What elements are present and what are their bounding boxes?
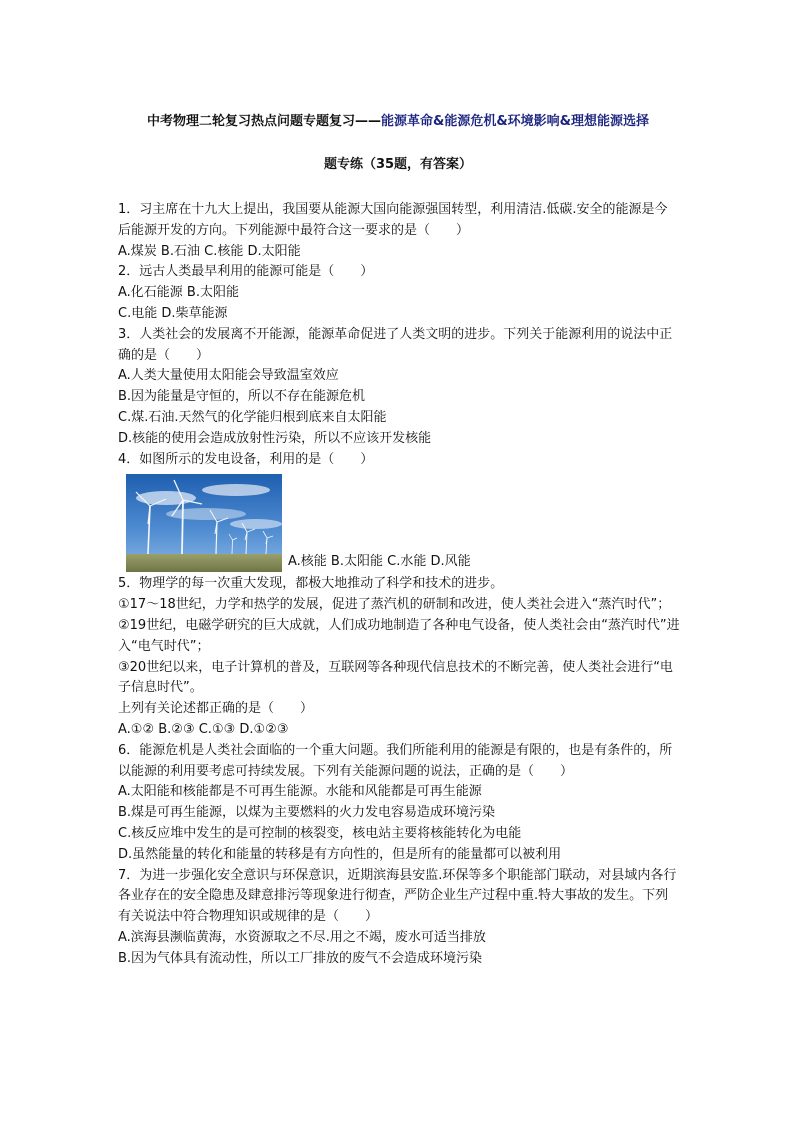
question-1-stem: 1．习主席在十九大上提出，我国要从能源大国向能源强国转型，利用清洁.低碳.安全的能源是今后能源开发的方向。下列能源中最符合这一要求的是（ ） — [118, 202, 668, 238]
title-part-black: 中考物理二轮复习热点问题专题复习—— — [146, 114, 381, 129]
question-7-option-b: B.因为气体具有流动性，所以工厂排放的废气不会造成环境污染 — [118, 950, 483, 966]
question-2-options-ab: A.化石能源 B.太阳能 — [118, 285, 239, 301]
question-6-option-d: D.虽然能量的转化和能量的转移是有方向性的，但是所有的能量都可以被利用 — [118, 846, 562, 862]
question-1-options: A.煤炭 B.石油 C.核能 D.太阳能 — [118, 243, 301, 259]
question-5-options: A.①② B.②③ C.①③ D.①②③ — [118, 721, 289, 737]
question-6-option-b: B.煤是可再生能源，以煤为主要燃料的火力发电容易造成环境污染 — [118, 805, 496, 821]
question-3-option-c: C.煤.石油.天然气的化学能归根到底来自太阳能 — [118, 409, 387, 425]
question-3-option-a: A.人类大量使用太阳能会导致温室效应 — [118, 368, 339, 384]
question-6-stem: 6．能源危机是人类社会面临的一个重大问题。我们所能利用的能源是有限的，也是有条件的，所以能源的利用要考虑可持续发展。下列有关能源问题的说法，正确的是（ ） — [118, 742, 673, 779]
question-3-stem: 3．人类社会的发展离不开能源，能源革命促进了人类文明的进步。下列关于能源利用的说法中正确的是（ ） — [118, 326, 673, 363]
question-5-statement-2: ②19世纪，电磁学研究的巨大成就，人们成功地制造了各种电气设备，使人类社会由“蒸汽时代”进入“电气时代”； — [118, 617, 680, 654]
question-7-option-a: A.滨海县濒临黄海，水资源取之不尽.用之不竭，废水可适当排放 — [118, 929, 486, 945]
wind-turbines-image — [126, 474, 282, 572]
question-6-option-c: C.核反应堆中发生的是可控制的核裂变，核电站主要将核能转化为电能 — [118, 825, 522, 841]
document-subtitle: 题专练（35题，有答案） — [323, 157, 473, 172]
question-2-options-cd: C.电能 D.柴草能源 — [118, 305, 228, 321]
question-5-statement-3: ③20世纪以来，电子计算机的普及，互联网等各种现代信息技术的不断完善，使人类社会进行“电子信息时代”。 — [118, 659, 673, 696]
question-4-options: A.核能 B.太阳能 C.水能 D.风能 — [288, 554, 471, 570]
document-title — [118, 110, 678, 129]
question-list — [118, 200, 680, 970]
question-3-option-b: B.因为能量是守恒的，所以不存在能源危机 — [118, 389, 366, 405]
question-5-statement-1: ①17～18世纪，力学和热学的发展，促进了蒸汽机的研制和改进，使人类社会进入“蒸汽时代”； — [118, 597, 671, 613]
question-2-stem: 2．远古人类最早利用的能源可能是（ ） — [118, 264, 374, 280]
question-5-stem: 5．物理学的每一次重大发现，都极大地推动了科学和技术的进步。 — [118, 576, 504, 592]
question-4-figure-row — [126, 474, 680, 572]
question-7-stem: 7．为进一步强化安全意识与环保意识，近期滨海县安监.环保等多个职能部门联动，对县域内各行各业存在的安全隐患及肆意排污等现象进行彻查，严防企业生产过程中重.特大事故的发生。下列有关说法中符合物理知识或规律的是（ ） — [118, 867, 677, 925]
question-3-option-d: D.核能的使用会造成放射性污染，所以不应该开发核能 — [118, 430, 432, 446]
title-part-navy: 能源革命&能源危机&环境影响&理想能源选择 — [381, 114, 650, 129]
question-5-ask: 上列有关论述都正确的是（ ） — [118, 701, 314, 717]
question-4-stem: 4．如图所示的发电设备，利用的是（ ） — [118, 451, 374, 467]
question-6-option-a: A.太阳能和核能都是不可再生能源。水能和风能都是可再生能源 — [118, 784, 482, 800]
